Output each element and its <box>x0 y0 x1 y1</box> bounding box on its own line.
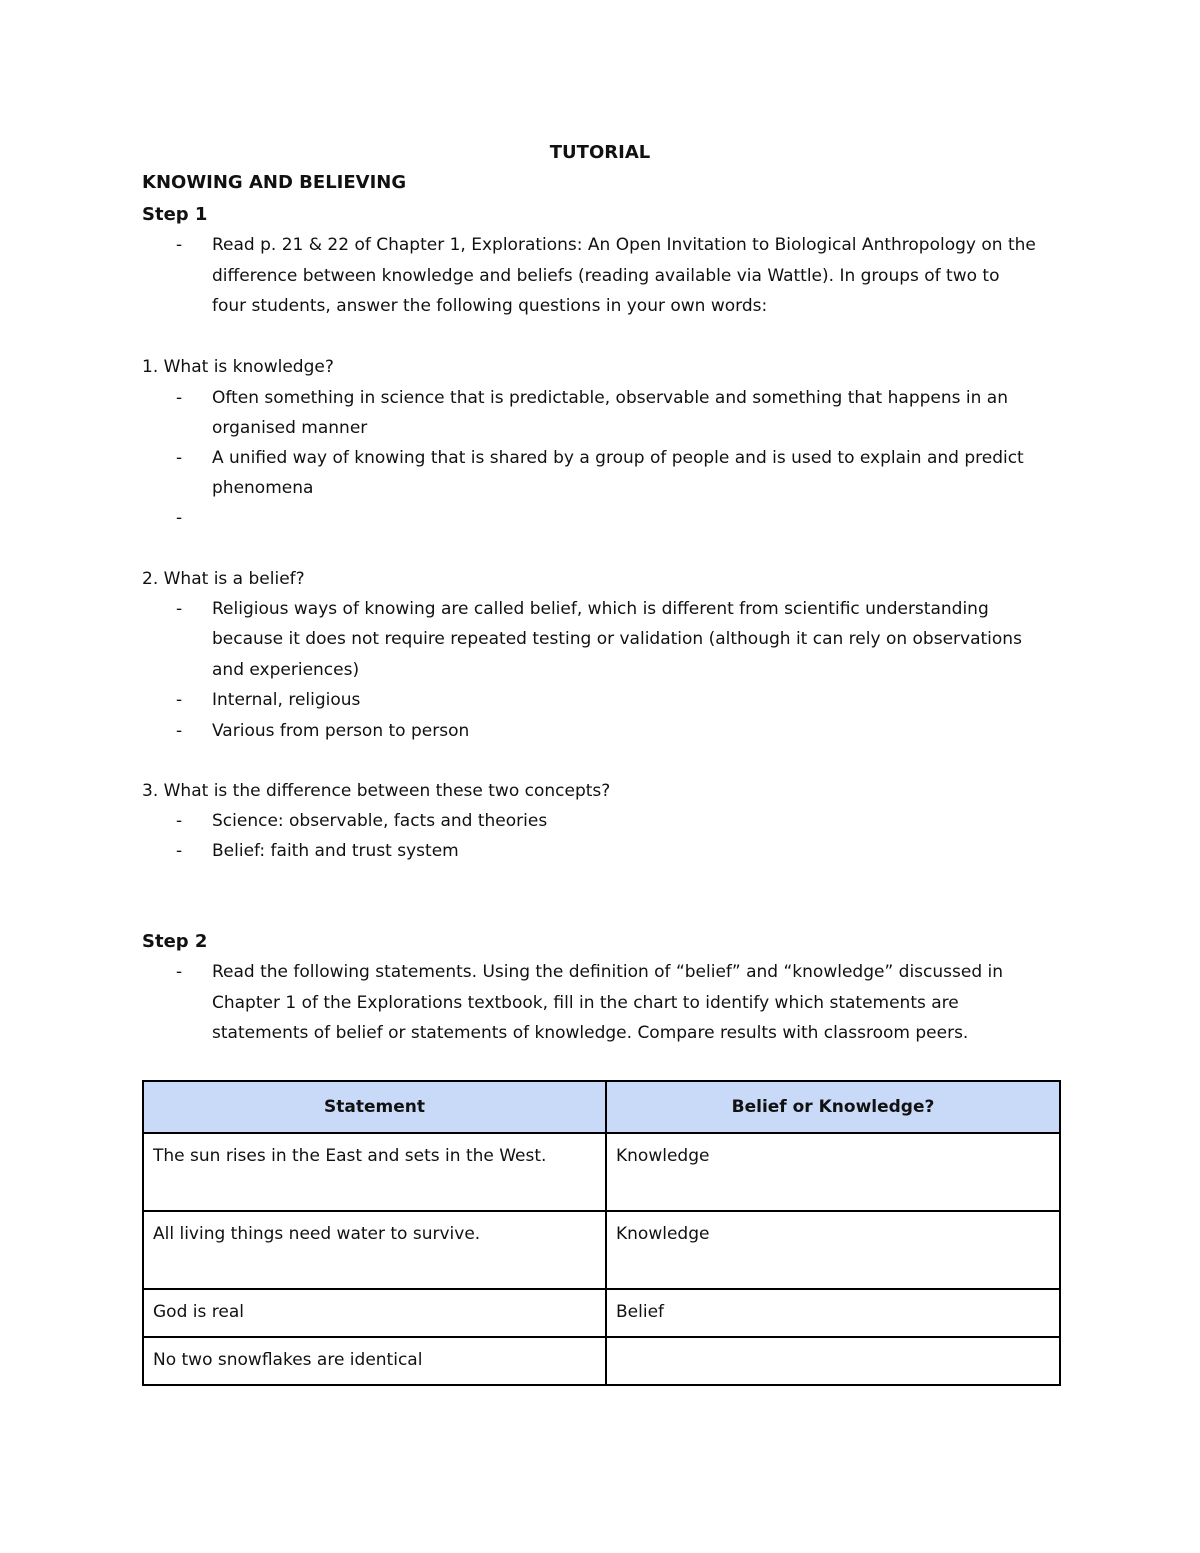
step-1-label: Step 1 <box>142 204 208 225</box>
header-statement: Statement <box>143 1081 606 1133</box>
question-3: 3. What is the difference between these two concepts? <box>142 781 611 801</box>
step-2-instruction-line: Chapter 1 of the Explorations textbook, fill in the chart to identify which statements are <box>212 993 959 1013</box>
bullet-dash: - <box>176 690 183 710</box>
step-1-instruction-line: difference between knowledge and beliefs (reading available via Wattle). In groups of two to <box>212 266 1000 286</box>
answer-line: Science: observable, facts and theories <box>212 811 548 831</box>
bullet-dash: - <box>176 388 183 408</box>
answer-line: Various from person to person <box>212 721 470 741</box>
answer-line: phenomena <box>212 478 314 498</box>
bullet-dash: - <box>176 811 183 831</box>
bullet-dash: - <box>176 448 183 468</box>
answer-line: and experiences) <box>212 660 360 680</box>
bullet-dash: - <box>176 235 183 255</box>
table-row <box>143 1289 1060 1337</box>
table-row <box>143 1211 1060 1289</box>
step-1-instruction-line: Read p. 21 & 22 of Chapter 1, Explorations: An Open Invitation to Biological Anthropology on the <box>212 235 1036 255</box>
statement-cell: All living things need water to survive. <box>143 1211 606 1289</box>
answer-line: Religious ways of knowing are called belief, which is different from scientific understanding <box>212 599 989 619</box>
statement-cell: No two snowflakes are identical <box>143 1337 606 1385</box>
answer-line: Internal, religious <box>212 690 361 710</box>
step-2-label: Step 2 <box>142 931 208 952</box>
statement-cell: The sun rises in the East and sets in the West. <box>143 1133 606 1211</box>
answer-cell[interactable]: Knowledge <box>606 1211 1060 1289</box>
table-header-row <box>143 1081 1060 1133</box>
step-2-instruction-line: statements of belief or statements of knowledge. Compare results with classroom peers. <box>212 1023 969 1043</box>
table-row <box>143 1133 1060 1211</box>
answer-cell[interactable]: Belief <box>606 1289 1060 1337</box>
answer-line: because it does not require repeated testing or validation (although it can rely on observations <box>212 629 1022 649</box>
answer-line: A unified way of knowing that is shared by a group of people and is used to explain and predict <box>212 448 1024 468</box>
header-belief-or-knowledge: Belief or Knowledge? <box>606 1081 1060 1133</box>
belief-knowledge-table <box>142 1080 1061 1386</box>
answer-cell[interactable] <box>606 1337 1060 1385</box>
answer-line: organised manner <box>212 418 368 438</box>
question-2: 2. What is a belief? <box>142 569 305 589</box>
table-row <box>143 1337 1060 1385</box>
answer-line: Often something in science that is predictable, observable and something that happens in an <box>212 388 1008 408</box>
section-heading: KNOWING AND BELIEVING <box>142 172 407 193</box>
bullet-dash: - <box>176 508 183 528</box>
bullet-dash: - <box>176 841 183 861</box>
bullet-dash: - <box>176 599 183 619</box>
document-title: TUTORIAL <box>549 142 651 163</box>
question-1: 1. What is knowledge? <box>142 357 334 377</box>
answer-cell[interactable]: Knowledge <box>606 1133 1060 1211</box>
step-1-instruction-line: four students, answer the following questions in your own words: <box>212 296 768 316</box>
statement-cell: God is real <box>143 1289 606 1337</box>
step-2-instruction-line: Read the following statements. Using the definition of “belief” and “knowledge” discussed in <box>212 962 1004 982</box>
bullet-dash: - <box>176 962 183 982</box>
answer-line: Belief: faith and trust system <box>212 841 459 861</box>
bullet-dash: - <box>176 721 183 741</box>
